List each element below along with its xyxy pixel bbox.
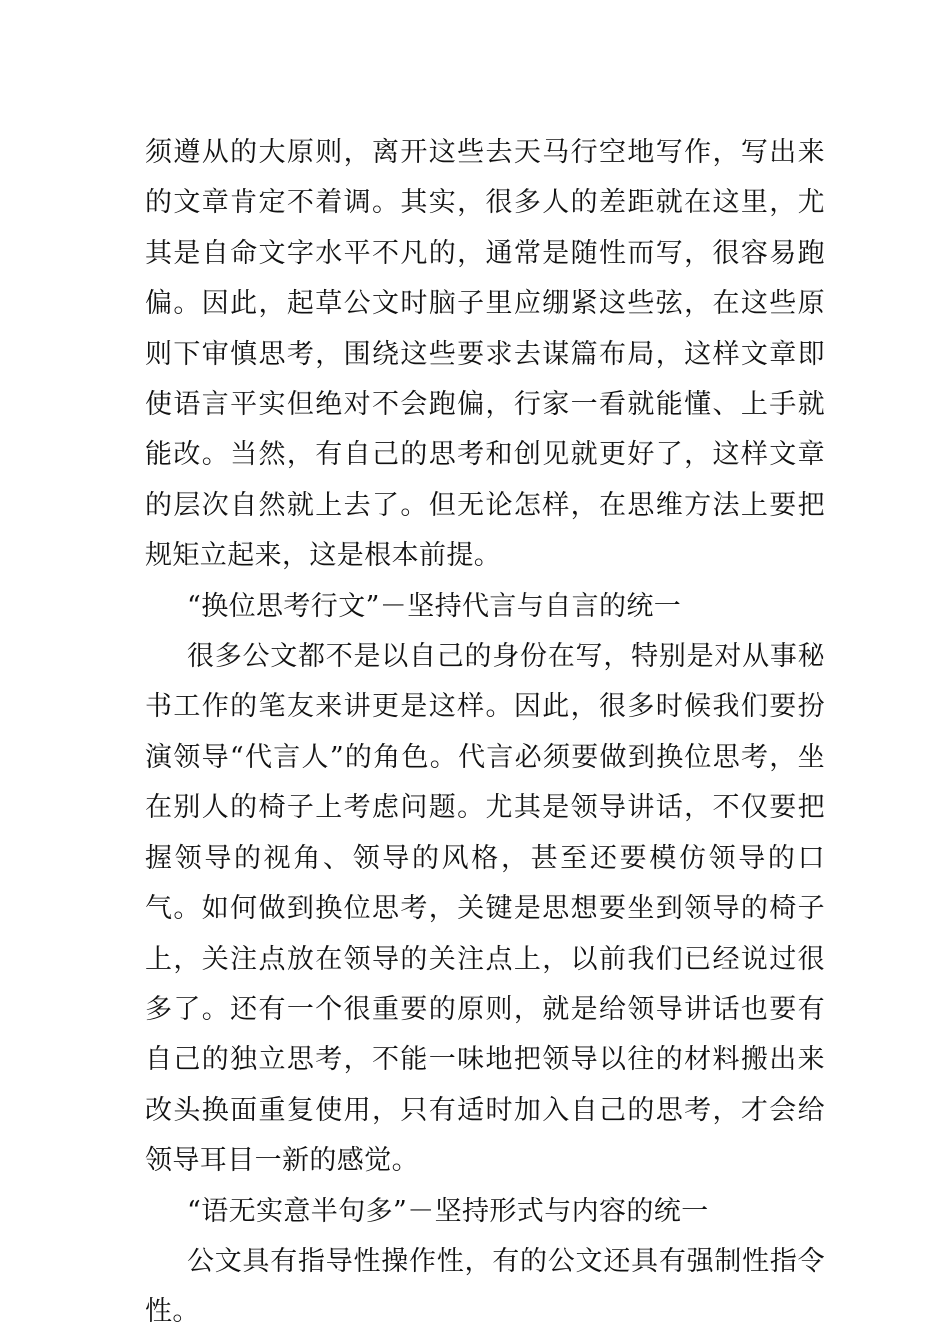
section-heading: “换位思考行文”－坚持代言与自言的统一: [187, 590, 682, 622]
paragraph: 很多公文都不是以自己的身份在写，特别是对从事秘书工作的笔友来讲更是这样。因此，很多时候我们要扮演领导“代言人”的角色。代言必须要做到换位思考，坐在别人的椅子上考虑问题。尤其是领导讲话，不仅要把握领导的视角、领导的风格，甚至还要模仿领导的口气。如何做到换位思考，关键是思想要坐到领导的椅子上，关注点放在领导的关注点上，以前我们已经说过很多了。还有一个很重要的原则，就是给领导讲话也要有自己的独立思考，不能一味地把领导以往的材料搬出来改头换面重复使用，只有适时加入自己的思考，才会给领导耳目一新的感觉。: [145, 641, 825, 1177]
section-heading: “语无实意半句多”－坚持形式与内容的统一: [187, 1195, 709, 1227]
paragraph: 公文具有指导性操作性，有的公文还具有强制性指令性。: [145, 1245, 825, 1328]
paragraph-continued: 须遵从的大原则，离开这些去天马行空地写作，写出来的文章肯定不着调。其实，很多人的差距就在这里，尤其是自命文字水平不凡的，通常是随性而写，很容易跑偏。因此，起草公文时脑子里应绷紧这些弦，在这些原则下审慎思考，围绕这些要求去谋篇布局，这样文章即使语言平实但绝对不会跑偏，行家一看就能懂、上手就能改。当然，有自己的思考和创见就更好了，这样文章的层次自然就上去了。但无论怎样，在思维方法上要把规矩立起来，这是根本前提。: [145, 137, 825, 572]
document-body: [145, 128, 825, 1338]
